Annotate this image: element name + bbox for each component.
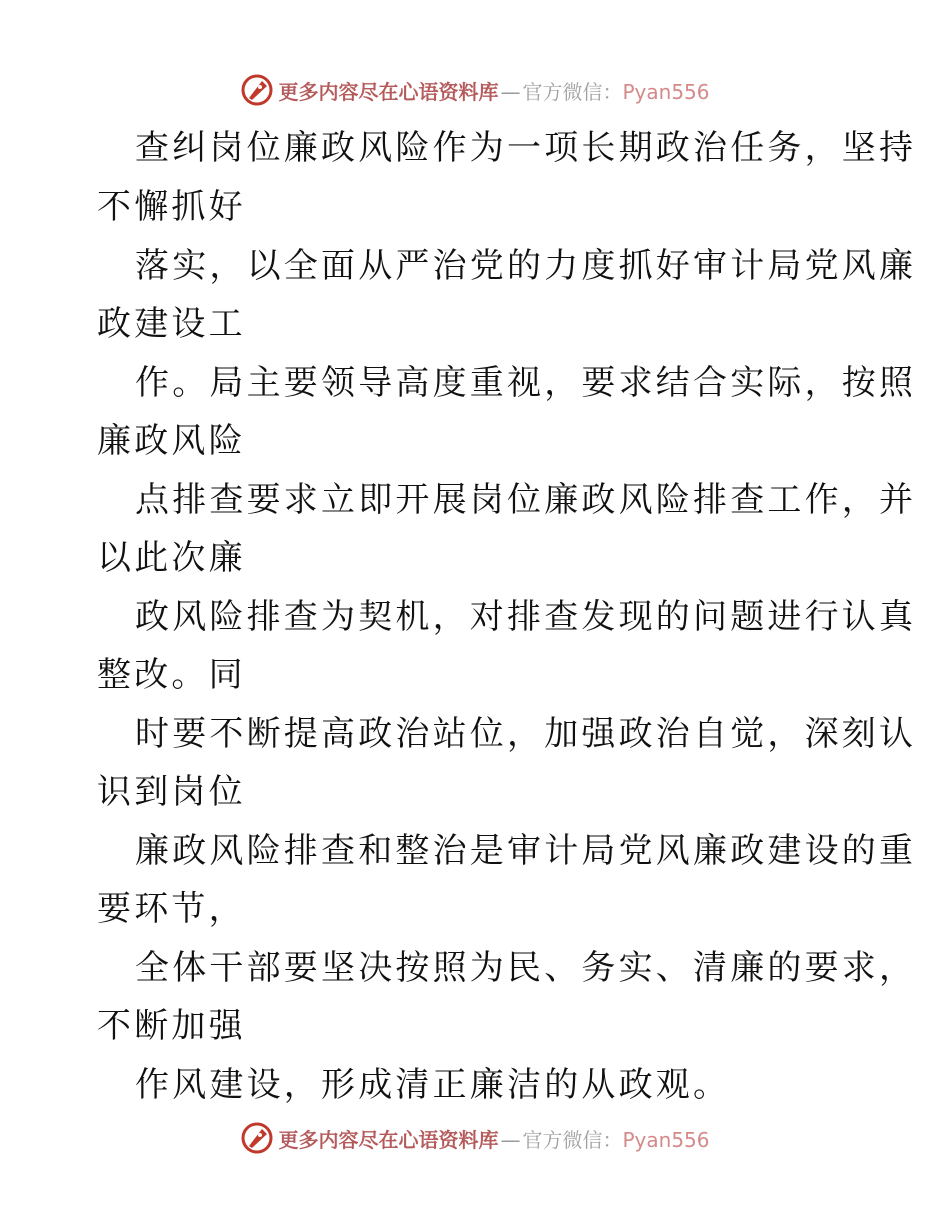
paragraph-line: 整改。同 (97, 655, 246, 695)
paragraph-line: 时要不断提高政治站位，加强政治自觉，深刻认 (135, 714, 917, 754)
footer-text (278, 1124, 709, 1153)
footer-dash: — (500, 1127, 521, 1152)
header-dash: — (500, 79, 521, 104)
pen-nib-logo-icon (240, 73, 274, 107)
header-site-text: 更多内容尽在心语资料库 (278, 79, 499, 104)
paragraph-line: 识到岗位 (97, 772, 246, 812)
header-wechat-label: 官方微信： (522, 79, 623, 104)
footer-watermark (0, 1118, 950, 1158)
paragraph-line: 以此次廉 (97, 538, 246, 578)
footer-site-text: 更多内容尽在心语资料库 (278, 1127, 499, 1152)
paragraph-line: 全体干部要坚决按照为民、务实、清廉的要求， (135, 948, 917, 988)
header-text (278, 76, 709, 105)
paragraph-line: 政风险排查为契机，对排查发现的问题进行认真 (135, 597, 917, 637)
footer-wechat-label: 官方微信： (522, 1127, 623, 1152)
paragraph-line: 点排查要求立即开展岗位廉政风险排查工作，并 (135, 480, 917, 520)
paragraph-line: 不懈抓好 (97, 187, 246, 227)
header-wechat-id: Pyan556 (622, 79, 710, 104)
paragraph-line: 不断加强 (97, 1006, 246, 1046)
paragraph-line: 作。局主要领导高度重视，要求结合实际，按照 (135, 363, 917, 403)
paragraph-line: 作风建设，形成清正廉洁的从政观。 (135, 1065, 731, 1105)
paragraph-line: 廉政风险 (97, 421, 246, 461)
pen-nib-logo-icon (240, 1121, 274, 1155)
paragraph-line: 查纠岗位廉政风险作为一项长期政治任务，坚持 (135, 128, 917, 168)
paragraph-line: 政建设工 (97, 304, 246, 344)
paragraph-line: 要环节， (97, 889, 246, 929)
header-watermark (0, 70, 950, 110)
footer-wechat-id: Pyan556 (622, 1127, 710, 1152)
paragraph-line: 廉政风险排查和整治是审计局党风廉政建设的重 (135, 831, 917, 871)
paragraph-line: 落实，以全面从严治党的力度抓好审计局党风廉 (135, 246, 917, 286)
